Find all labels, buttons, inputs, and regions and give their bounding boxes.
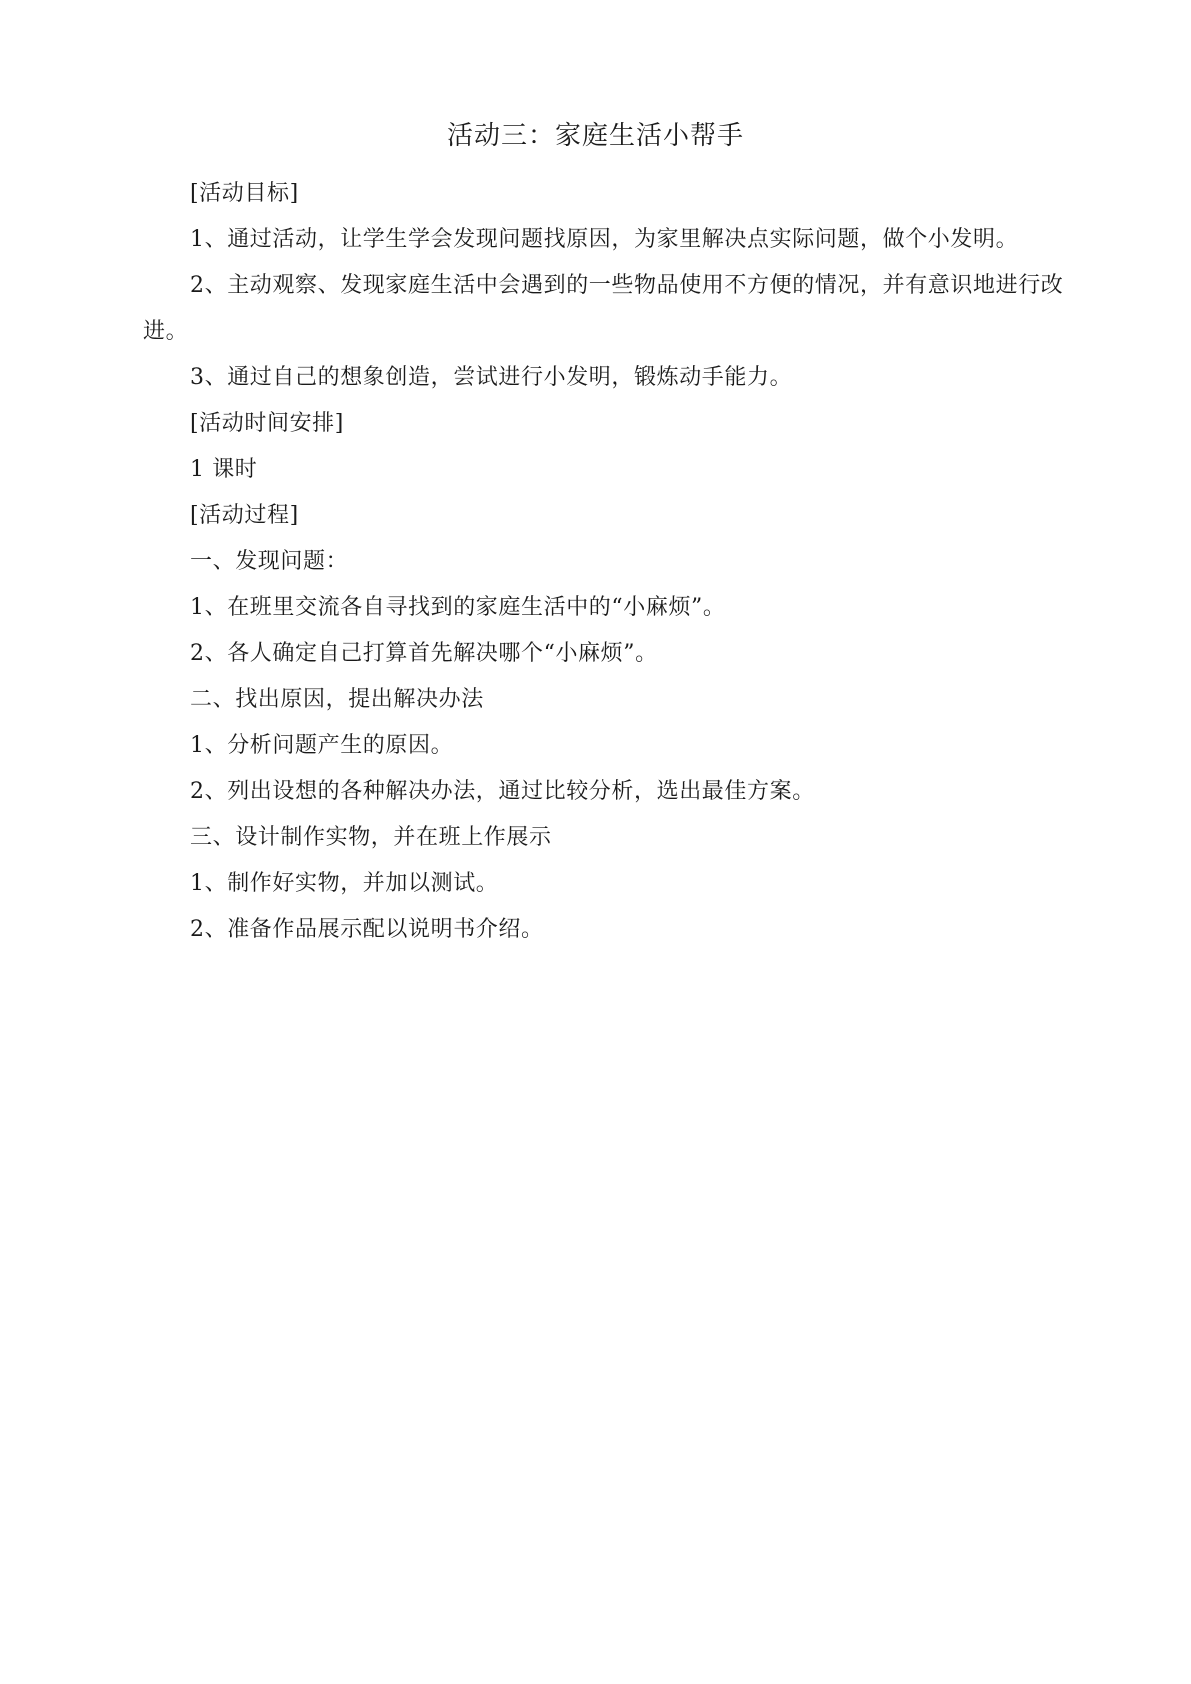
section-heading-process: [活动过程]	[190, 503, 299, 528]
process-step-1-item-1: 1、在班里交流各自寻找到的家庭生活中的“小麻烦”。	[190, 595, 726, 620]
process-step-3-item-1: 1、制作好实物，并加以测试。	[190, 871, 499, 896]
section-heading-schedule: [活动时间安排]	[190, 411, 344, 436]
schedule-text: 1 课时	[190, 457, 258, 482]
process-step-2-item-1: 1、分析问题产生的原因。	[190, 733, 454, 758]
document-title: 活动三：家庭生活小帮手	[446, 121, 744, 151]
process-step-3-heading: 三、设计制作实物，并在班上作展示	[190, 825, 552, 850]
goal-item-2: 2、主动观察、发现家庭生活中会遇到的一些物品使用不方便的情况，并有意识地进行改进。	[143, 273, 1064, 344]
goal-item-1: 1、通过活动，让学生学会发现问题找原因，为家里解决点实际问题，做个小发明。	[190, 227, 1019, 252]
process-step-2-item-2: 2、列出设想的各种解决办法，通过比较分析，选出最佳方案。	[190, 779, 815, 804]
process-step-1-item-2: 2、各人确定自己打算首先解决哪个“小麻烦”。	[190, 641, 658, 666]
process-step-3-item-2: 2、准备作品展示配以说明书介绍。	[190, 917, 544, 942]
process-step-2-heading: 二、找出原因，提出解决办法	[190, 687, 484, 712]
process-step-1-heading: 一、发现问题：	[190, 549, 349, 574]
section-heading-goals: [活动目标]	[190, 181, 299, 206]
document-body	[143, 176, 1088, 958]
goal-item-3: 3、通过自己的想象创造，尝试进行小发明，锻炼动手能力。	[190, 365, 793, 390]
